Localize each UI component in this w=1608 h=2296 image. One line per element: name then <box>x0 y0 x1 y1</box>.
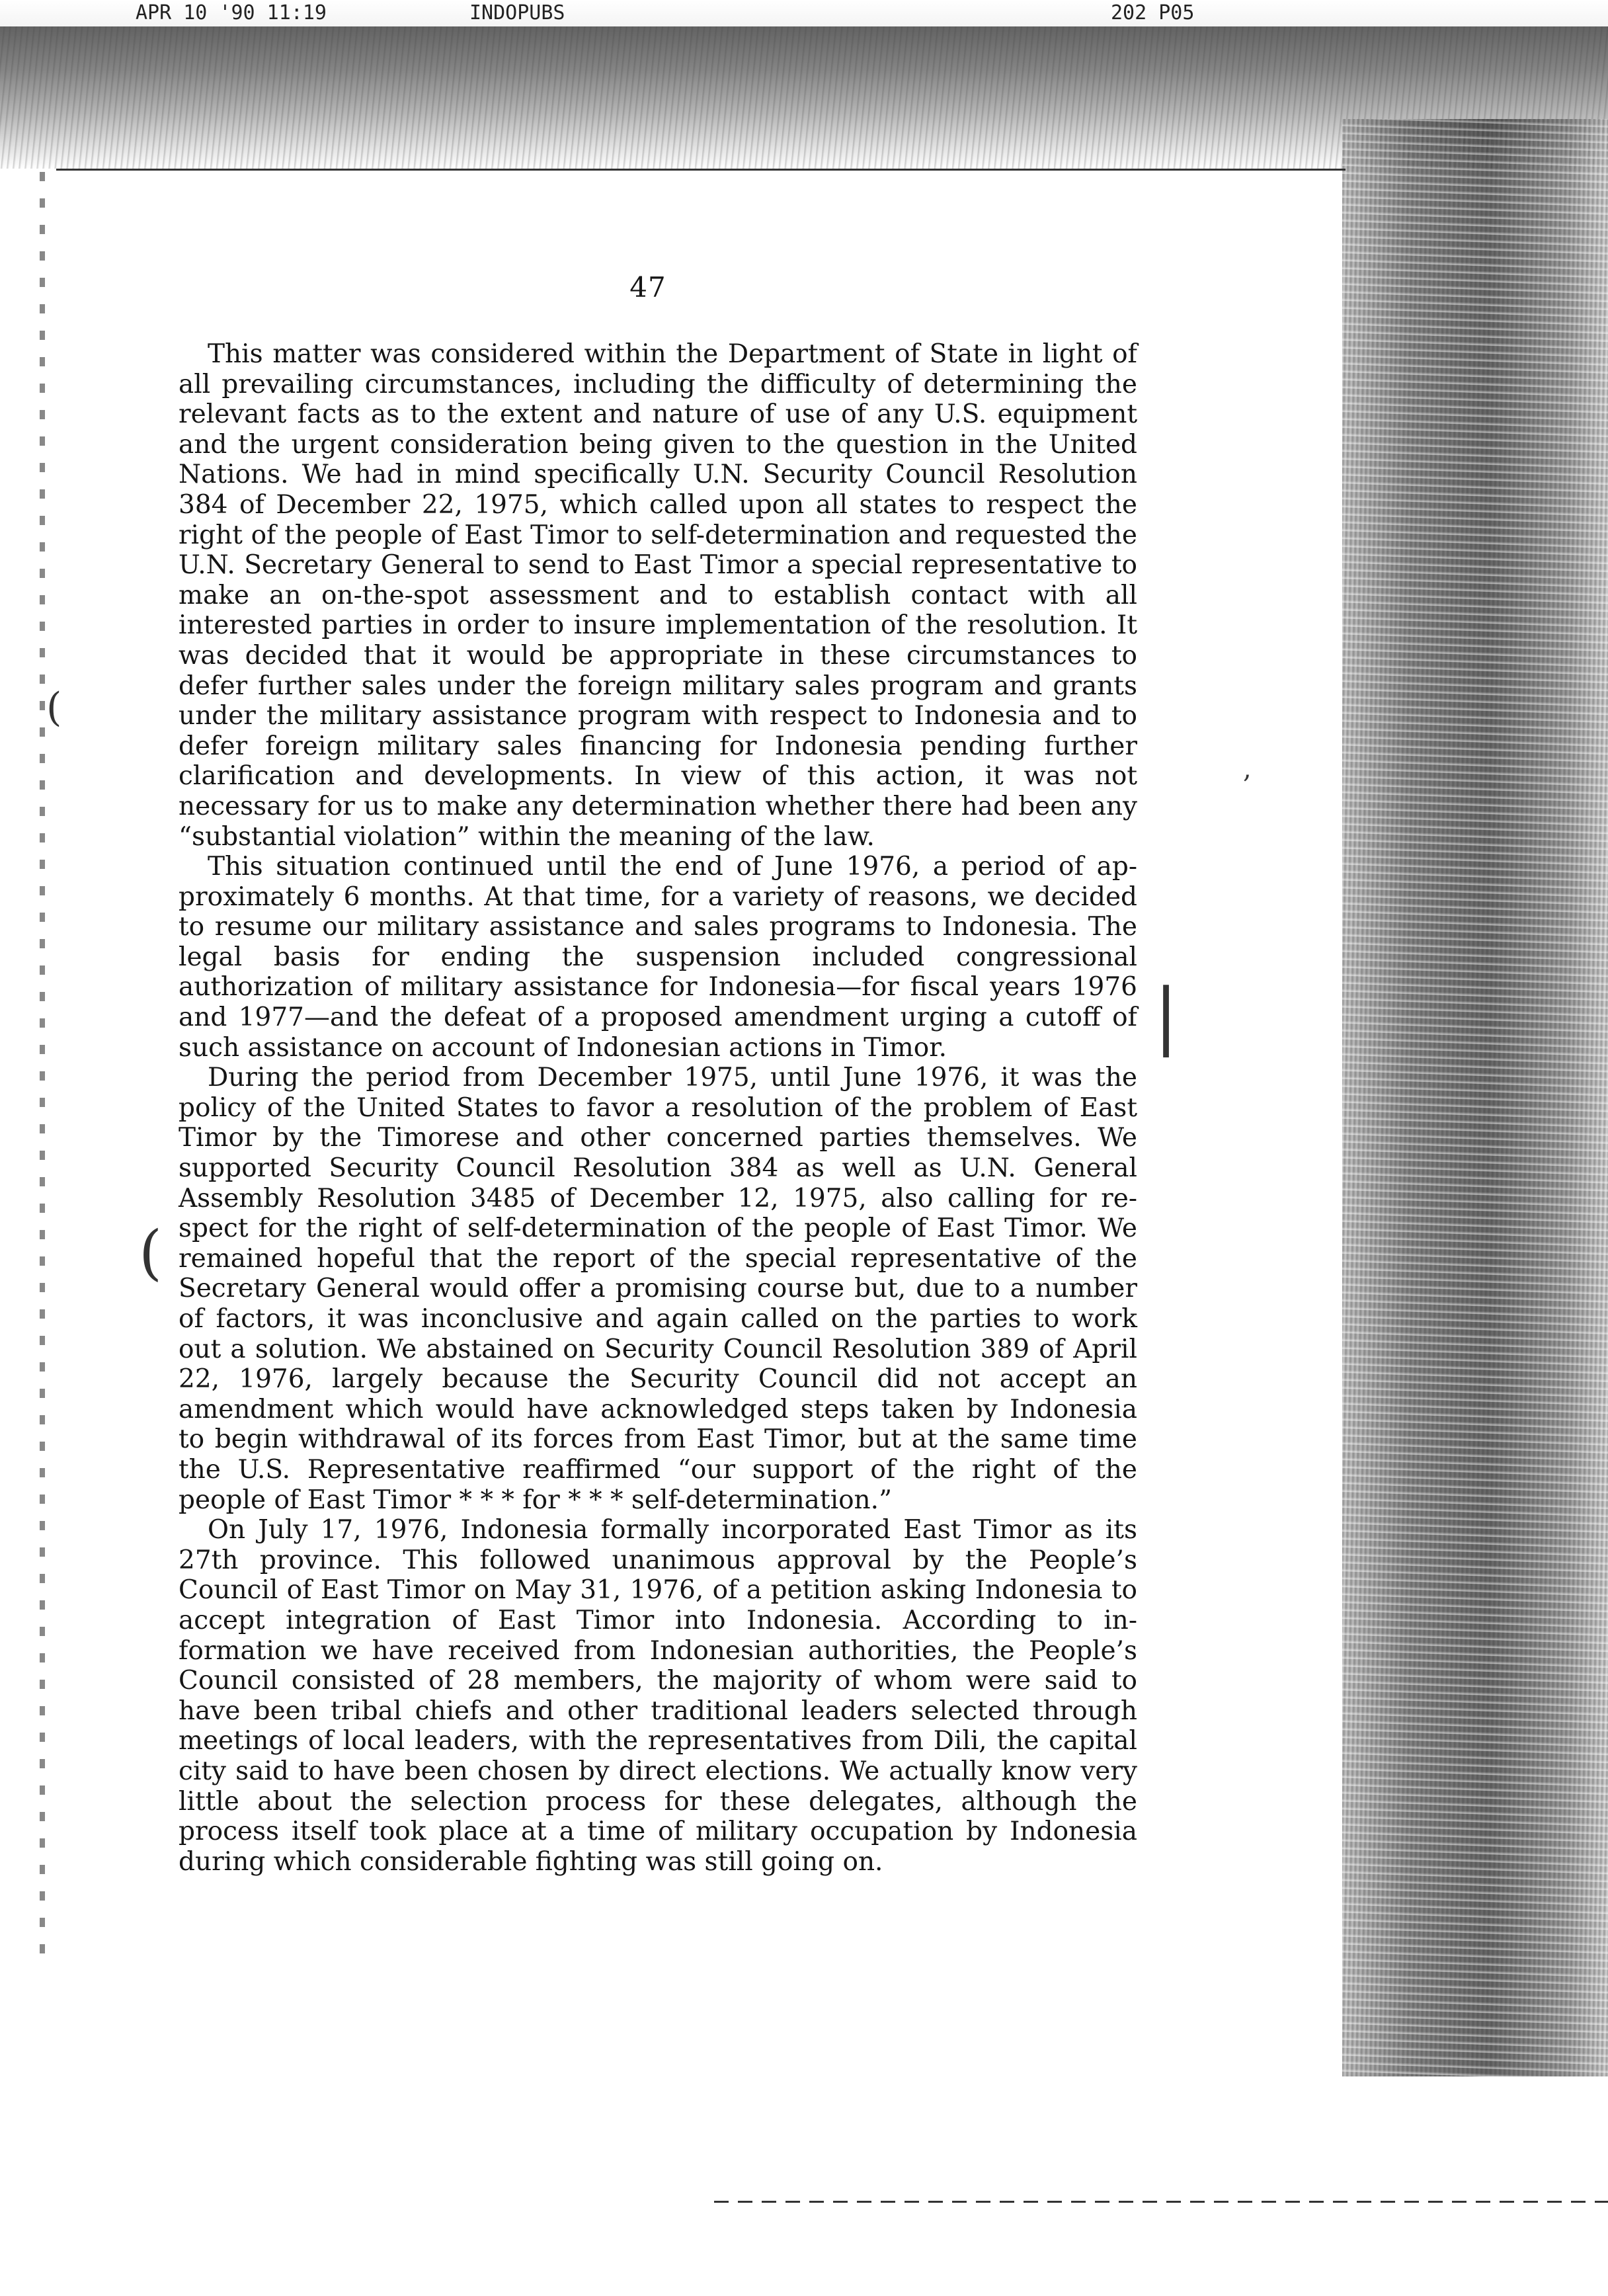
paragraph: On July 17, 1976, Indonesia formally incorporated East Timor as its 27th province. This followed unanimous approval by the People’s Council of East Timor on May 31, 1976, of a petition asking Indonesia to accept integration of East Timor into Indonesia. According to information we have received from Indonesian authorities, the People’s Council consisted of 28 members, the majority of whom were said to have been tribal chiefs and other traditional leaders selected through meetings of local leaders, with the representatives from Dili, the capital city said to have been chosen by direct elections. We actually know very little about the selection process for these delegates, although the process itself took place at a time of military occupation by Indonesia during which considerable fighting was still going on. <box>179 1515 1137 1877</box>
margin-stray-mark: , <box>1243 754 1252 784</box>
fax-sender: INDOPUBS <box>469 1 565 24</box>
fax-header <box>0 0 1608 26</box>
margin-bracket-mark-left: ( <box>139 1218 163 1288</box>
fax-datetime: APR 10 '90 11:19 <box>136 1 327 24</box>
page-number: 47 <box>629 271 666 304</box>
scan-bottom-dash <box>714 2201 1608 2203</box>
paragraph: During the period from December 1975, until June 1976, it was the policy of the United States to favor a resolution of the problem of East Timor by the Timorese and other concerned parties themselves. We supported Security Council Resolution 384 as well as U.N. General Assembly Resolution 3485 of December 12, 1975, also calling for respect for the right of self-determination of the people of East Timor. We remained hopeful that the report of the special representative of the Secretary General would offer a promising course but, due to a number of factors, it was inconclusive and again called on the parties to work out a solution. We abstained on Security Council Resolution 389 of April 22, 1976, largely because the Security Council did not accept an amendment which would have acknowledged steps taken by Indonesia to begin withdrawal of its forces from East Timor, but at the same time the U.S. Representative reaffirmed “our support of the right of the people of East Timor * * * for * * * self-determination.” <box>179 1063 1137 1515</box>
scan-shadow-right <box>1342 119 1608 2076</box>
document-body <box>179 339 1137 1877</box>
paragraph: This matter was considered within the Department of State in light of all prevailing circumstances, including the difficulty of determining the relevant facts as to the extent and nature of use of any U.S. equipment and the urgent consideration being given to the question in the United Nations. We had in mind specifically U.N. Security Council Resolution 384 of December 22, 1975, which called upon all states to respect the right of the people of East Timor to self-determination and requested the U.N. Secretary General to send to East Timor a special representative to make an on-the-spot assessment and to establish contact with all interested parties in order to insure implementation of the resolution. It was decided that it would be appropriate in these circumstances to defer further sales under the foreign military sales program and grants under the military assistance program with respect to Indonesia and to defer foreign military sales financing for Indonesia pending further clarification and developments. In view of this action, it was not necessary for us to make any determination whether there had been any “substantial violation” within the meaning of the law. <box>179 339 1137 852</box>
fax-page-code: 202 P05 <box>1111 1 1195 24</box>
paragraph: This situation continued until the end of June 1976, a period of approximately 6 months. At that time, for a variety of reasons, we decided to resume our military assistance and sales programs to Indonesia. The legal basis for ending the suspension included congressional authorization of military assistance for Indonesia—for fiscal years 1976 and 1977—and the defeat of a proposed amendment urging a cutoff of such assistance on account of Indonesian actions in Timor. <box>179 852 1137 1063</box>
margin-bracket-mark: ( <box>46 684 62 731</box>
page-top-edge <box>56 169 1346 171</box>
scan-edge-left <box>40 172 45 1957</box>
margin-bracket-mark-right: | <box>1154 973 1179 1057</box>
